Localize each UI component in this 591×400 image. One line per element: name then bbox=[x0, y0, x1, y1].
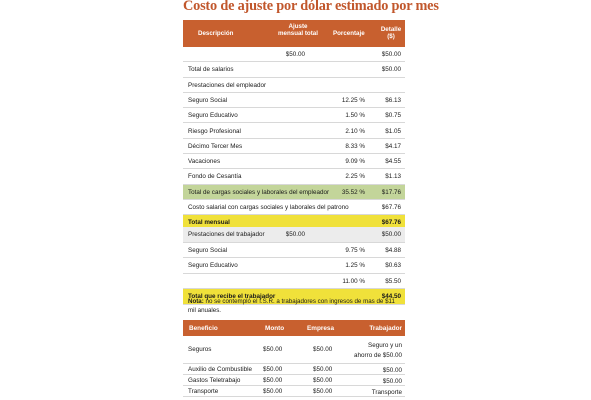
row-description: Vacaciones bbox=[188, 158, 221, 166]
row-description: Seguro Social bbox=[188, 96, 228, 104]
row-percentage: 2.25 % bbox=[345, 173, 365, 181]
row-detail: $17.76 bbox=[381, 188, 401, 196]
header-empresa: Empresa bbox=[307, 325, 334, 332]
cost-infographic bbox=[183, 0, 439, 400]
row-detail: $5.50 bbox=[385, 277, 401, 285]
row-percentage: 9.75 % bbox=[345, 246, 365, 254]
row-monto: $50.00 bbox=[263, 377, 283, 384]
header-trabajador: Trabajador bbox=[369, 325, 402, 332]
row-detail: $44.50 bbox=[381, 293, 401, 300]
row-description: Prestaciones del empleador bbox=[188, 81, 267, 89]
header-monto: Monto bbox=[265, 325, 285, 332]
row-description: Fondo de Cesantía bbox=[188, 173, 242, 181]
row-description: Seguro Educativo bbox=[188, 262, 238, 269]
table-row bbox=[183, 258, 405, 274]
row-detail: $4.17 bbox=[385, 142, 401, 150]
table3-header bbox=[183, 320, 405, 336]
row-percentage: 1.25 % bbox=[345, 262, 365, 269]
row-detail: $6.13 bbox=[385, 96, 401, 104]
row-empresa: $50.00 bbox=[313, 346, 333, 353]
row-detail: $50.00 bbox=[381, 51, 401, 58]
table-row bbox=[183, 200, 405, 215]
table1-header bbox=[183, 20, 405, 47]
row-description: Total que recibe el trabajador bbox=[188, 293, 276, 300]
header-descripcion: Descripción bbox=[198, 30, 234, 37]
row-detail: $67.76 bbox=[381, 204, 401, 211]
row-empresa: $50.00 bbox=[313, 388, 333, 395]
row-detail: $50.00 bbox=[381, 66, 401, 74]
row-detail: $1.05 bbox=[385, 127, 401, 135]
row-detail: $0.75 bbox=[385, 112, 401, 120]
row-benefit: Gastos Teletrabajo bbox=[188, 377, 241, 384]
header-detalle: Detalle ($) bbox=[380, 26, 402, 40]
row-description: Seguro Social bbox=[188, 246, 228, 254]
row-description: Seguro Educativo bbox=[188, 112, 238, 120]
row-detail: $50.00 bbox=[381, 231, 401, 238]
row-trabajador: $50.00 bbox=[382, 378, 402, 385]
row-description: Total de cargas sociales y laborales del empleador bbox=[188, 188, 330, 196]
row-benefit: Transporte bbox=[188, 388, 219, 395]
row-description: Riesgo Profesional bbox=[188, 127, 241, 135]
row-percentage: 2.10 % bbox=[345, 127, 365, 135]
row-detail: $67.76 bbox=[381, 219, 401, 227]
row-percentage: 8.33 % bbox=[345, 142, 365, 150]
row-trabajador: $50.00 bbox=[382, 367, 402, 374]
table-row bbox=[183, 386, 405, 397]
header-porcentaje: Porcentaje bbox=[333, 30, 365, 37]
table-row bbox=[183, 108, 405, 123]
table-row bbox=[183, 62, 405, 77]
row-detail: $4.55 bbox=[385, 158, 401, 166]
footnote-text: no se contempló el I.S.R. a trabajadores con ingresos de mas de $11 mil anuales. bbox=[188, 298, 395, 314]
table-row bbox=[183, 338, 405, 364]
row-detail: $0.63 bbox=[385, 262, 401, 269]
row-total: $50.00 bbox=[285, 51, 305, 58]
row-percentage: 9.09 % bbox=[345, 158, 365, 166]
row-description: Total de salarios bbox=[188, 66, 234, 74]
table-row bbox=[183, 78, 405, 93]
footnote-label: Nota: bbox=[188, 298, 204, 305]
row-monto: $50.00 bbox=[263, 388, 283, 395]
row-detail: $1.13 bbox=[385, 173, 401, 181]
table-row bbox=[183, 124, 405, 139]
header-beneficio: Beneficio bbox=[189, 325, 218, 332]
row-percentage: 11.00 % bbox=[342, 277, 365, 285]
footnote bbox=[188, 297, 400, 315]
table-row bbox=[183, 227, 405, 243]
row-percentage: 1.50 % bbox=[345, 112, 365, 120]
table-row bbox=[183, 185, 405, 200]
table-row bbox=[183, 364, 405, 375]
table-row bbox=[183, 375, 405, 386]
row-description: Costo salarial con cargas sociales y laborales del patrono bbox=[188, 204, 349, 211]
row-percentage: 12.25 % bbox=[341, 96, 365, 104]
row-description: Prestaciones del trabajador bbox=[188, 231, 265, 238]
row-description: Total mensual bbox=[188, 219, 230, 227]
table-row bbox=[183, 47, 405, 62]
row-empresa: $50.00 bbox=[313, 377, 333, 384]
row-empresa: $50.00 bbox=[313, 366, 333, 373]
row-benefit: Seguros bbox=[188, 346, 212, 353]
table-row bbox=[183, 169, 405, 184]
table-row bbox=[183, 93, 405, 108]
row-trabajador: Seguro y un ahorro de $50.00 bbox=[354, 342, 402, 359]
row-detail: $4.88 bbox=[385, 246, 401, 254]
row-monto: $50.00 bbox=[263, 346, 283, 353]
table-row bbox=[183, 274, 405, 290]
table-row bbox=[183, 243, 405, 259]
table-row bbox=[183, 139, 405, 154]
row-total: $50.00 bbox=[285, 231, 305, 238]
infographic-title: Costo de ajuste por dólar estimado por mes bbox=[183, 0, 439, 14]
table-row bbox=[183, 154, 405, 169]
row-percentage: 35.52 % bbox=[341, 188, 365, 196]
row-description: Décimo Tercer Mes bbox=[188, 142, 243, 150]
header-ajuste: Ajuste mensual total bbox=[278, 23, 318, 37]
row-benefit: Auxilio de Combustible bbox=[188, 366, 253, 373]
row-monto: $50.00 bbox=[263, 366, 283, 373]
row-trabajador: Transporte bbox=[371, 389, 402, 396]
